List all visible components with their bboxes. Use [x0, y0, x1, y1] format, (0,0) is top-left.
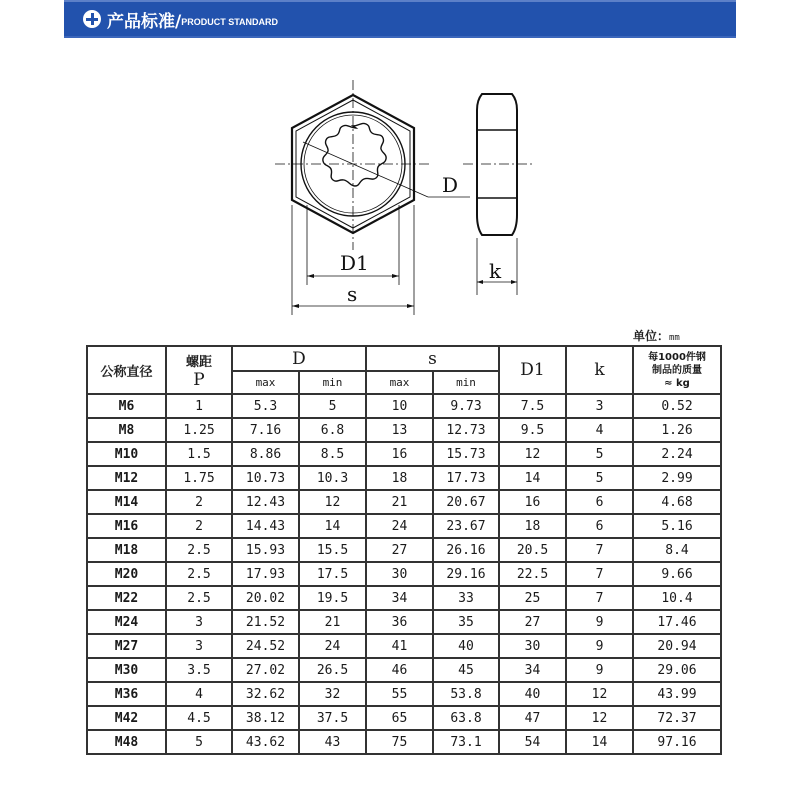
- cell-d-max: 21.52: [232, 610, 299, 634]
- unit-value: mm: [669, 333, 680, 343]
- cell-d-max: 32.62: [232, 682, 299, 706]
- cell-d1: 22.5: [499, 562, 566, 586]
- cell-k: 9: [566, 634, 633, 658]
- table-row: [87, 514, 721, 538]
- header-s-max: max: [366, 371, 433, 394]
- cell-size: M12: [87, 466, 166, 490]
- cell-d-max: 27.02: [232, 658, 299, 682]
- cell-s-max: 21: [366, 490, 433, 514]
- cell-s-max: 55: [366, 682, 433, 706]
- cell-k: 6: [566, 490, 633, 514]
- cell-d-max: 38.12: [232, 706, 299, 730]
- cell-s-min: 20.67: [433, 490, 499, 514]
- cell-mass: 2.24: [633, 442, 721, 466]
- cell-s-max: 27: [366, 538, 433, 562]
- cell-d1: 18: [499, 514, 566, 538]
- cell-size: M18: [87, 538, 166, 562]
- cell-d-min: 26.5: [299, 658, 366, 682]
- table-row: [87, 418, 721, 442]
- cell-k: 6: [566, 514, 633, 538]
- cell-mass: 10.4: [633, 586, 721, 610]
- cell-s-max: 16: [366, 442, 433, 466]
- unit-label: [633, 327, 680, 344]
- cell-d-min: 8.5: [299, 442, 366, 466]
- header-nominal-diameter: 公称直径: [87, 346, 166, 394]
- cell-p: 4.5: [166, 706, 232, 730]
- cell-size: M30: [87, 658, 166, 682]
- label-D: D: [442, 173, 459, 197]
- cell-k: 14: [566, 730, 633, 754]
- cell-d1: 25: [499, 586, 566, 610]
- cell-mass: 29.06: [633, 658, 721, 682]
- cell-p: 3.5: [166, 658, 232, 682]
- cell-k: 3: [566, 394, 633, 418]
- cell-d1: 12: [499, 442, 566, 466]
- cell-mass: 2.99: [633, 466, 721, 490]
- cell-d1: 34: [499, 658, 566, 682]
- cell-k: 7: [566, 538, 633, 562]
- cell-p: 1.25: [166, 418, 232, 442]
- cell-d-min: 21: [299, 610, 366, 634]
- nut-technical-drawing: [270, 80, 540, 320]
- cell-mass: 4.68: [633, 490, 721, 514]
- table-row: [87, 442, 721, 466]
- cell-size: M36: [87, 682, 166, 706]
- cell-p: 2.5: [166, 538, 232, 562]
- cell-s-min: 12.73: [433, 418, 499, 442]
- header-mass: [633, 346, 721, 394]
- cell-p: 5: [166, 730, 232, 754]
- header-D-min: min: [299, 371, 366, 394]
- cell-d-min: 43: [299, 730, 366, 754]
- cell-d1: 30: [499, 634, 566, 658]
- cell-s-max: 41: [366, 634, 433, 658]
- cell-s-min: 29.16: [433, 562, 499, 586]
- cell-mass: 0.52: [633, 394, 721, 418]
- cell-d-min: 15.5: [299, 538, 366, 562]
- cell-d-max: 43.62: [232, 730, 299, 754]
- cell-d-max: 12.43: [232, 490, 299, 514]
- cell-k: 9: [566, 658, 633, 682]
- header-mass-line1: 每1000件钢: [648, 351, 706, 363]
- cell-k: 12: [566, 706, 633, 730]
- cell-mass: 9.66: [633, 562, 721, 586]
- cell-s-max: 10: [366, 394, 433, 418]
- section-banner: [64, 0, 736, 38]
- cell-p: 2: [166, 490, 232, 514]
- header-mass-line3: ≈ kg: [664, 377, 690, 389]
- cell-k: 5: [566, 466, 633, 490]
- cell-s-min: 9.73: [433, 394, 499, 418]
- header-k: k: [566, 346, 633, 394]
- cell-p: 1.75: [166, 466, 232, 490]
- label-s: s: [347, 282, 358, 306]
- cell-mass: 20.94: [633, 634, 721, 658]
- table-row: [87, 394, 721, 418]
- cell-d1: 16: [499, 490, 566, 514]
- cell-d-min: 37.5: [299, 706, 366, 730]
- cell-s-min: 40: [433, 634, 499, 658]
- cell-size: M10: [87, 442, 166, 466]
- header-D-max: max: [232, 371, 299, 394]
- cell-size: M6: [87, 394, 166, 418]
- cell-d1: 14: [499, 466, 566, 490]
- cell-d-min: 14: [299, 514, 366, 538]
- cell-size: M14: [87, 490, 166, 514]
- cell-mass: 17.46: [633, 610, 721, 634]
- cell-k: 5: [566, 442, 633, 466]
- cell-d1: 20.5: [499, 538, 566, 562]
- cell-d1: 47: [499, 706, 566, 730]
- cell-d-min: 10.3: [299, 466, 366, 490]
- cell-size: M20: [87, 562, 166, 586]
- cell-size: M48: [87, 730, 166, 754]
- cell-size: M42: [87, 706, 166, 730]
- cell-s-max: 24: [366, 514, 433, 538]
- table-row: [87, 706, 721, 730]
- cell-d-max: 5.3: [232, 394, 299, 418]
- cell-p: 1.5: [166, 442, 232, 466]
- header-pitch-symbol: P: [193, 369, 205, 390]
- cell-mass: 1.26: [633, 418, 721, 442]
- table-row: [87, 586, 721, 610]
- cell-mass: 72.37: [633, 706, 721, 730]
- cell-p: 2.5: [166, 562, 232, 586]
- cell-size: M24: [87, 610, 166, 634]
- header-D1: D1: [499, 346, 566, 394]
- header-pitch-cn: 螺距: [185, 354, 212, 370]
- table-row: [87, 490, 721, 514]
- cell-size: M27: [87, 634, 166, 658]
- cell-d-max: 15.93: [232, 538, 299, 562]
- header-pitch: [166, 346, 232, 394]
- cell-d-max: 24.52: [232, 634, 299, 658]
- cell-k: 12: [566, 682, 633, 706]
- cell-mass: 43.99: [633, 682, 721, 706]
- cell-d-max: 14.43: [232, 514, 299, 538]
- cell-s-min: 53.8: [433, 682, 499, 706]
- cell-s-max: 65: [366, 706, 433, 730]
- cell-s-max: 30: [366, 562, 433, 586]
- cell-p: 4: [166, 682, 232, 706]
- table-row: [87, 634, 721, 658]
- table-row: [87, 562, 721, 586]
- header-D: D: [232, 346, 366, 371]
- cell-d-max: 17.93: [232, 562, 299, 586]
- cell-p: 3: [166, 610, 232, 634]
- label-k: k: [489, 259, 502, 283]
- cell-s-min: 17.73: [433, 466, 499, 490]
- cell-s-min: 15.73: [433, 442, 499, 466]
- cell-mass: 97.16: [633, 730, 721, 754]
- cell-s-min: 63.8: [433, 706, 499, 730]
- table-row: [87, 658, 721, 682]
- cell-mass: 8.4: [633, 538, 721, 562]
- cell-d-max: 20.02: [232, 586, 299, 610]
- header-mass-line2: 制品的质量: [652, 364, 702, 376]
- cell-mass: 5.16: [633, 514, 721, 538]
- cell-d-max: 10.73: [232, 466, 299, 490]
- cell-p: 1: [166, 394, 232, 418]
- unit-label-text: 单位：: [633, 329, 670, 343]
- cell-s-max: 46: [366, 658, 433, 682]
- cell-p: 2.5: [166, 586, 232, 610]
- cell-p: 3: [166, 634, 232, 658]
- cell-s-min: 45: [433, 658, 499, 682]
- cell-d-max: 8.86: [232, 442, 299, 466]
- cell-s-max: 18: [366, 466, 433, 490]
- cell-s-max: 75: [366, 730, 433, 754]
- cell-s-min: 35: [433, 610, 499, 634]
- cell-d-max: 7.16: [232, 418, 299, 442]
- spec-table: [86, 345, 722, 755]
- banner-title-en: PRODUCT STANDARD: [181, 16, 279, 27]
- cell-size: M16: [87, 514, 166, 538]
- cell-s-min: 73.1: [433, 730, 499, 754]
- cell-s-max: 13: [366, 418, 433, 442]
- cell-d1: 40: [499, 682, 566, 706]
- banner-title-cn: 产品标准/: [107, 11, 182, 32]
- cell-s-min: 26.16: [433, 538, 499, 562]
- table-row: [87, 730, 721, 754]
- cell-d1: 27: [499, 610, 566, 634]
- cell-size: M22: [87, 586, 166, 610]
- cell-d1: 54: [499, 730, 566, 754]
- cell-d-min: 6.8: [299, 418, 366, 442]
- header-s: s: [366, 346, 499, 371]
- cell-d-min: 12: [299, 490, 366, 514]
- cell-s-max: 34: [366, 586, 433, 610]
- cell-s-min: 33: [433, 586, 499, 610]
- cell-k: 7: [566, 586, 633, 610]
- cell-s-min: 23.67: [433, 514, 499, 538]
- cell-k: 9: [566, 610, 633, 634]
- cell-d-min: 19.5: [299, 586, 366, 610]
- table-row: [87, 682, 721, 706]
- cell-d-min: 24: [299, 634, 366, 658]
- cell-d-min: 17.5: [299, 562, 366, 586]
- cell-p: 2: [166, 514, 232, 538]
- table-row: [87, 466, 721, 490]
- cell-d-min: 5: [299, 394, 366, 418]
- cell-size: M8: [87, 418, 166, 442]
- table-row: [87, 610, 721, 634]
- table-row: [87, 538, 721, 562]
- header-s-min: min: [433, 371, 499, 394]
- cell-s-max: 36: [366, 610, 433, 634]
- cell-k: 7: [566, 562, 633, 586]
- cell-d1: 9.5: [499, 418, 566, 442]
- label-D1: D1: [340, 251, 369, 275]
- cell-d1: 7.5: [499, 394, 566, 418]
- plus-circle-icon: [83, 10, 101, 28]
- cell-k: 4: [566, 418, 633, 442]
- cell-d-min: 32: [299, 682, 366, 706]
